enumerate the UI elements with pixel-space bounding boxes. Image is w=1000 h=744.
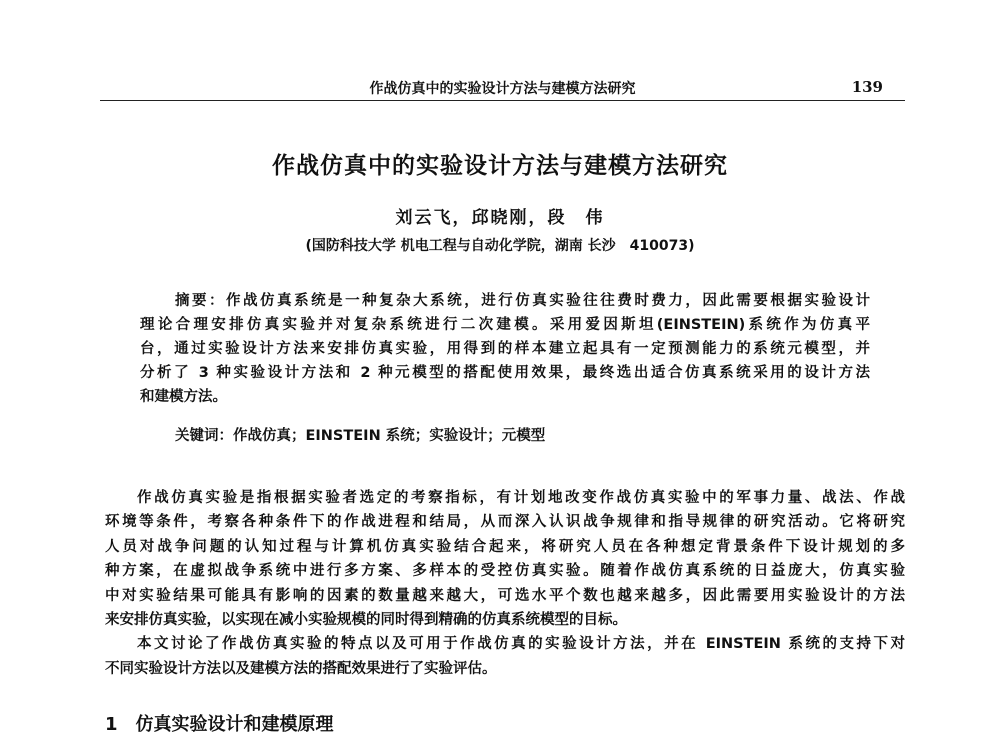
section-title: 仿真实验设计和建模原理 [135, 714, 334, 735]
body-line: 中对实验结果可能具有影响的因素的数量越来越大，可选水平个数也越来越多，因此需要用实验设计的方法 [105, 588, 905, 604]
section-heading [105, 710, 352, 736]
running-head-title: 作战仿真中的实验设计方法与建模方法研究 [369, 81, 636, 97]
body-line: 不同实验设计方法以及建模方法的搭配效果进行了实验评估。 [105, 661, 497, 677]
running-head [100, 76, 905, 101]
body-line: 作战仿真实验是指根据实验者选定的考察指标，有计划地改变作战仿真实验中的军事力量、战法、作战 [137, 490, 905, 506]
abstract-line: 摘要：作战仿真系统是一种复杂大系统，进行仿真实验往往费时费力，因此需要根据实验设计 [175, 293, 870, 309]
abstract-line: 分析了 3 种实验设计方法和 2 种元模型的搭配使用效果，最终选出适合仿真系统采用的设计方法 [140, 365, 870, 381]
authors: 刘云飞，邱晓刚，段 伟 [395, 208, 605, 228]
section-number: 1 [105, 714, 118, 735]
paper-title: 作战仿真中的实验设计方法与建模方法研究 [272, 153, 728, 179]
body-line: 环境等条件，考察各种条件下的作战进程和结局，从而深入认识战争规律和指导规律的研究活动。它将研究 [105, 514, 905, 530]
keywords: 关键词：作战仿真；EINSTEIN 系统；实验设计；元模型 [175, 428, 546, 444]
body-line: 本文讨论了作战仿真实验的特点以及可用于作战仿真的实验设计方法，并在 EINSTEIN 系统的支持下对 [137, 636, 905, 652]
page-number: 139 [851, 78, 883, 96]
body-line: 种方案，在虚拟战争系统中进行多方案、多样本的受控仿真实验。随着作战仿真系统的日益庞大，仿真实验 [105, 563, 905, 579]
abstract-line: 和建模方法。 [140, 389, 227, 405]
body-line: 人员对战争问题的认知过程与计算机仿真实验结合起来，将研究人员在各种想定背景条件下设计规划的多 [105, 539, 905, 555]
body-line: 来安排仿真实验，以实现在减小实验规模的同时得到精确的仿真系统模型的目标。 [105, 612, 627, 628]
affiliation: (国防科技大学 机电工程与自动化学院，湖南 长沙 410073) [305, 238, 695, 254]
abstract-line: 理论合理安排仿真实验并对复杂系统进行二次建模。采用爱因斯坦(EINSTEIN)系统作为仿真平 [140, 317, 870, 333]
abstract-line: 台，通过实验设计方法来安排仿真实验，用得到的样本建立起具有一定预测能力的系统元模型，并 [140, 341, 870, 357]
